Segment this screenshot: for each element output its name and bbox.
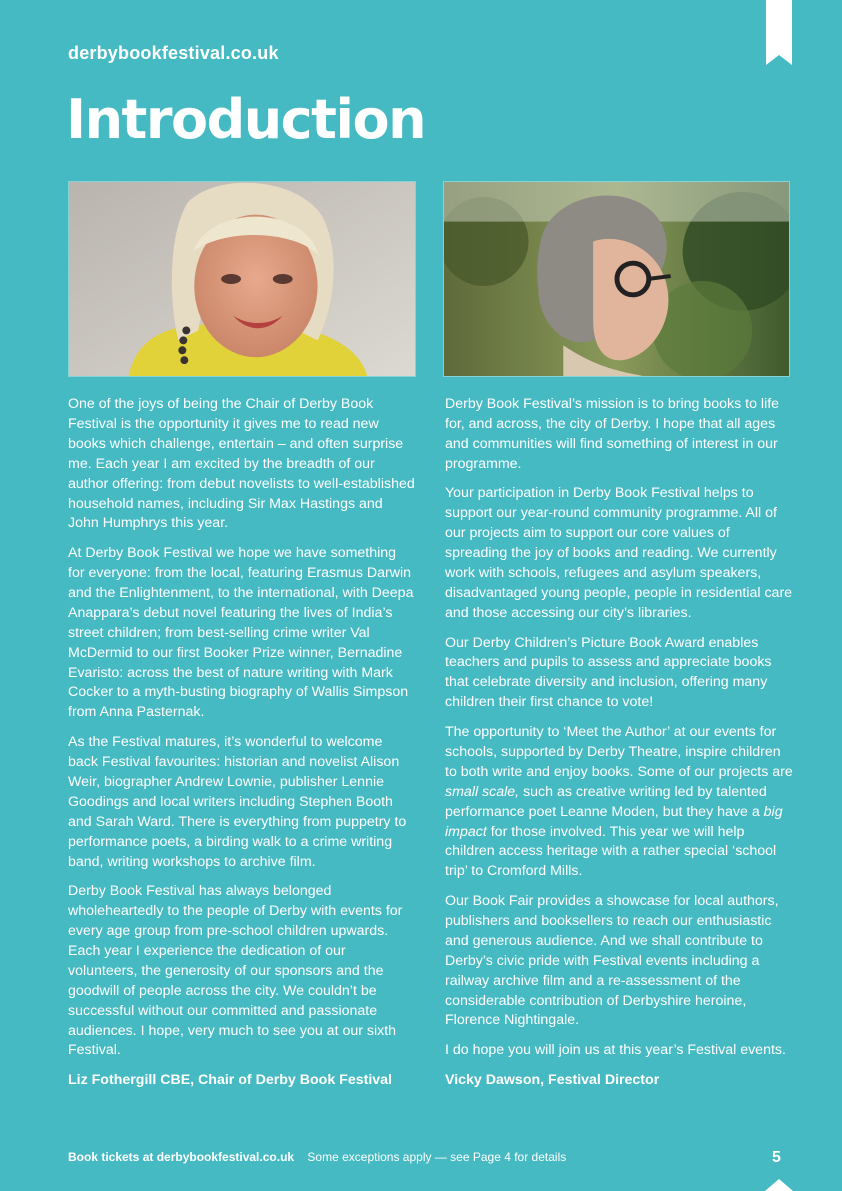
director-paragraph-2: Your participation in Derby Book Festival helps to support our year-round community programme. All of our projects aim to support our core values of spreading the joy of books and reading. We currently work with schools, refugees and asylum speakers, disadvantaged young people, people in residential care and those accessing our city’s libraries.: [445, 485, 793, 621]
director-paragraph-6: I do hope you will join us at this year’s Festival events.: [445, 1042, 786, 1059]
director-introduction-column: [445, 395, 793, 1101]
page-title: Introduction: [66, 88, 426, 151]
text-run: such as creative writing led by talented performance poet Leanne Moden, but they have a: [445, 783, 767, 820]
footer-note: Some exceptions apply — see Page 4 for details: [307, 1150, 567, 1164]
chair-paragraph-3: As the Festival matures, it’s wonderful to welcome back Festival favourites: historian and novelist Alison Weir, biographer Andrew Lownie, publisher Lennie Goodings and local writers including Stephen Booth and Sarah Ward. There is everything from puppetry to performance poets, a birding walk to a crime writing band, writing workshops to archive film.: [68, 734, 407, 870]
emphasis-text: big impact: [445, 803, 783, 840]
director-portrait-photo: [443, 181, 790, 377]
chair-introduction-column: [68, 395, 416, 1101]
footer: [68, 1150, 566, 1164]
chair-paragraph-2: At Derby Book Festival we hope we have something for everyone: from the local, featuring Erasmus Darwin and the Enlightenment, to the international, with Deepa Anappara’s debut novel featuring the lives of India’s street children; from best-selling crime writer Val McDermid to our first Booker Prize winner, Bernadine Evaristo: across the best of nature writing with Mark Cocker to a myth-busting biography of Wallis Simpson from Anna Pasternak.: [68, 545, 414, 721]
director-paragraph-5: Our Book Fair provides a showcase for local authors, publishers and booksellers to reach our enthusiastic and generous audience. And we shall contribute to Derby’s civic pride with Festival events including a railway archive film and a re-assessment of the considerable contribution of Derbyshire heroine, Florence Nightingale.: [445, 893, 779, 1029]
chair-signature: Liz Fothergill CBE, Chair of Derby Book Festival: [68, 1072, 392, 1089]
director-paragraph-4: [445, 723, 793, 882]
bookmark-icon: [766, 0, 792, 65]
director-paragraph-3: Our Derby Children’s Picture Book Award enables teachers and pupils to assess and appreciate books that celebrate diversity and inclusion, offering many children their first chance to vote!: [445, 634, 772, 711]
text-run: The opportunity to ‘Meet the Author’ at our events for schools, supported by Derby Theatre, inspire children to both write and enjoy books. Some of our projects are: [445, 723, 793, 780]
portrait-photo-icon: [69, 182, 415, 376]
director-paragraph-1: Derby Book Festival’s mission is to bring books to life for, and across, the city of Derby. I hope that all ages and communities will find something of interest in our programme.: [445, 396, 780, 472]
ticket-link[interactable]: Book tickets at derbybookfestival.co.uk: [68, 1150, 295, 1164]
text-run: for those involved. This year we will help children access heritage with a rather special ‘school trip’ to Cromford Mills.: [445, 823, 777, 880]
chair-paragraph-4: Derby Book Festival has always belonged wholeheartedly to the people of Derby with events for every age group from pre-school children upwards. Each year I experience the dedication of our volunteers, the generosity of our sponsors and the goodwill of people across the city. We couldn’t be successful without our committed and passionate audiences. I hope, very much to see you at our sixth Festival.: [68, 883, 403, 1059]
site-url[interactable]: derbybookfestival.co.uk: [68, 43, 279, 63]
portrait-photo-icon: [444, 182, 789, 376]
page-number: 5: [772, 1149, 781, 1166]
chair-portrait-photo: [68, 181, 416, 377]
director-signature: Vicky Dawson, Festival Director: [445, 1071, 660, 1088]
emphasis-text: small scale,: [445, 783, 520, 800]
page-tab-icon: [765, 1176, 793, 1191]
chair-paragraph-1: One of the joys of being the Chair of Derby Book Festival is the opportunity it gives me to read new books which challenge, entertain – and often surprise me. Each year I am excited by the breadth of our author offering: from debut novelists to well-established household names, including Sir Max Hastings and John Humphrys this year.: [68, 396, 415, 532]
